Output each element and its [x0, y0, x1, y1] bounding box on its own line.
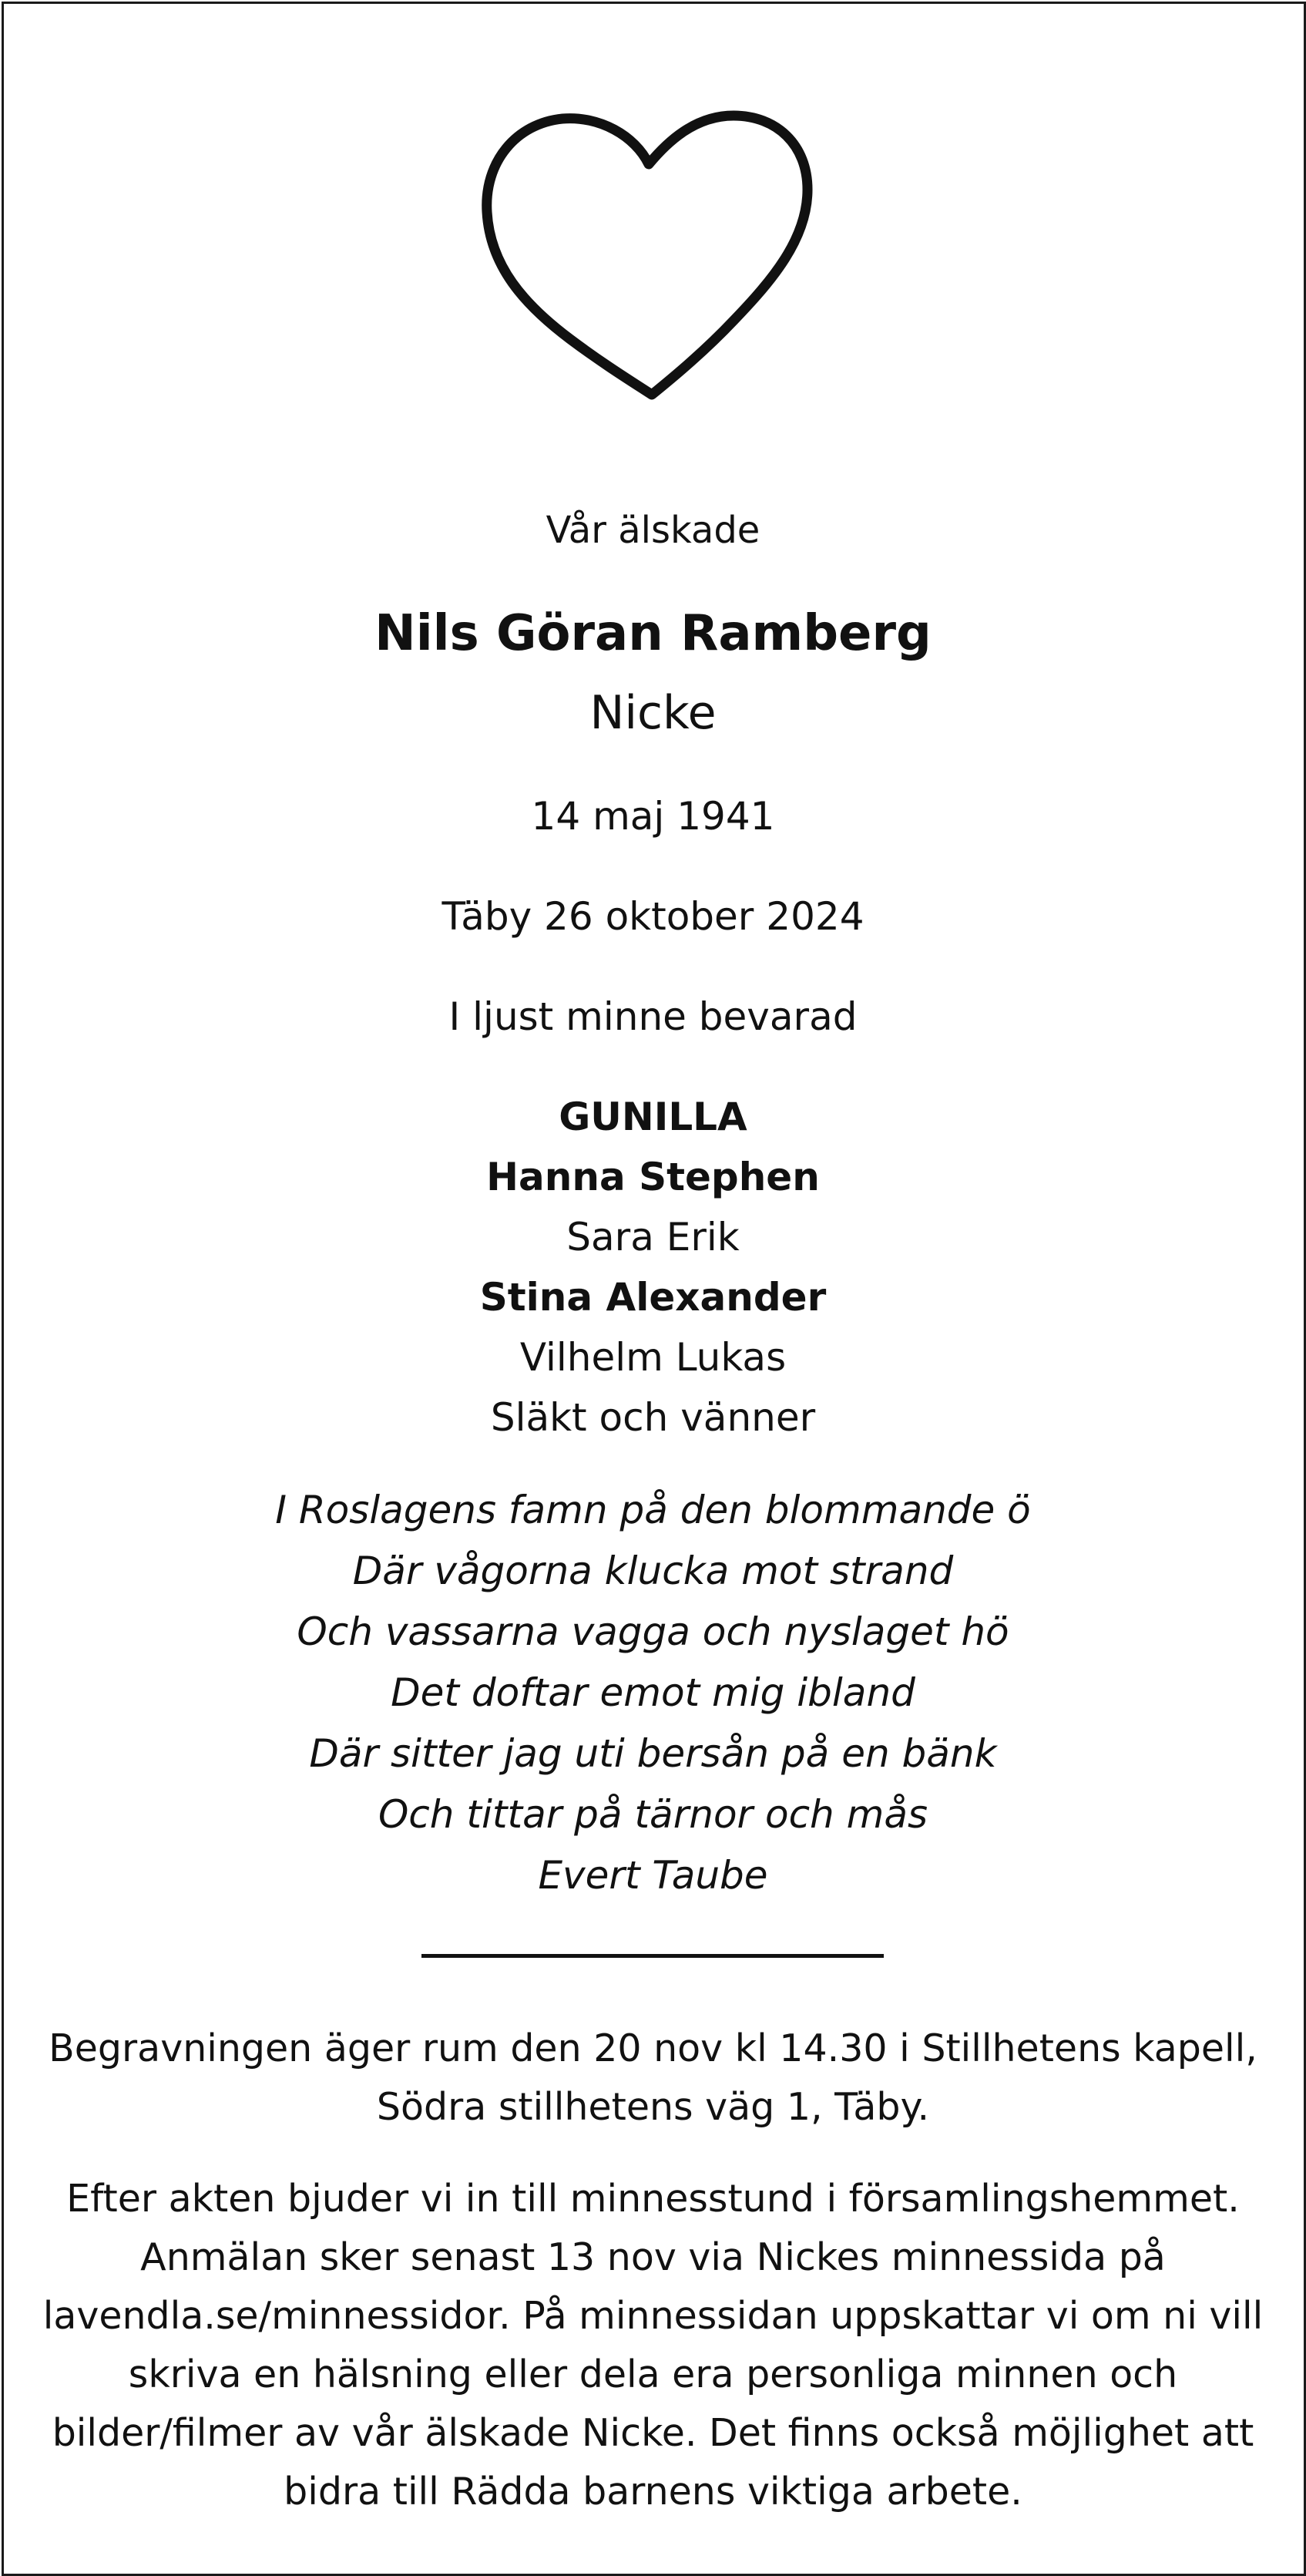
memorial-info-line: lavendla.se/minnessidor. På minnessidan uppskattar vi om ni vill [42, 2294, 1264, 2338]
family-name: Sara Erik [566, 1215, 740, 1259]
memorial-info [31, 2170, 1275, 2521]
memorial-info-line: Anmälan sker senast 13 nov via Nickes minnessida på [140, 2235, 1166, 2279]
intro-text: Vår älskade [546, 509, 760, 552]
deceased-name: Nils Göran Ramberg [374, 605, 932, 662]
poem-line: Och tittar på tärnor och mås [378, 1792, 928, 1837]
family-name: GUNILLA [559, 1095, 747, 1139]
nickname: Nicke [589, 686, 717, 740]
poem-line: Det doftar emot mig ibland [391, 1670, 915, 1715]
poem-line: Och vassarna vagga och nyslaget hö [297, 1609, 1009, 1654]
family-name: Hanna Stephen [486, 1155, 820, 1199]
poem-author: Evert Taube [538, 1853, 768, 1898]
memorial-info-line: skriva en hälsning eller dela era personliga minnen och [128, 2352, 1178, 2396]
heart-icon [470, 108, 824, 409]
birth-date: 14 maj 1941 [531, 794, 775, 839]
poem-line: I Roslagens famn på den blommande ö [275, 1488, 1031, 1532]
family-name: Stina Alexander [479, 1275, 827, 1320]
funeral-info [31, 2019, 1275, 2137]
family-name: Vilhelm Lukas [519, 1335, 787, 1380]
memorial-info-line: Efter akten bjuder vi in till minnesstund i församlingshemmet. [66, 2177, 1240, 2221]
poem-line: Där vågorna klucka mot strand [352, 1549, 954, 1593]
memory-phrase: I ljust minne bevarad [448, 994, 858, 1039]
divider-line [421, 1954, 884, 1958]
funeral-info-line: Begravningen äger rum den 20 nov kl 14.30 i Stillhetens kapell, [49, 2026, 1257, 2070]
family-name: Släkt och vänner [490, 1395, 816, 1440]
family-list [0, 1087, 1306, 1448]
poem-line: Där sitter jag uti bersån på en bänk [309, 1731, 997, 1776]
death-date-place: Täby 26 oktober 2024 [441, 894, 865, 939]
poem [0, 1480, 1306, 1906]
funeral-info-line: Södra stillhetens väg 1, Täby. [376, 2085, 930, 2129]
memorial-info-line: bilder/filmer av vår älskade Nicke. Det finns också möjlighet att [52, 2411, 1254, 2455]
memorial-info-line: bidra till Rädda barnens viktiga arbete. [284, 2470, 1022, 2514]
